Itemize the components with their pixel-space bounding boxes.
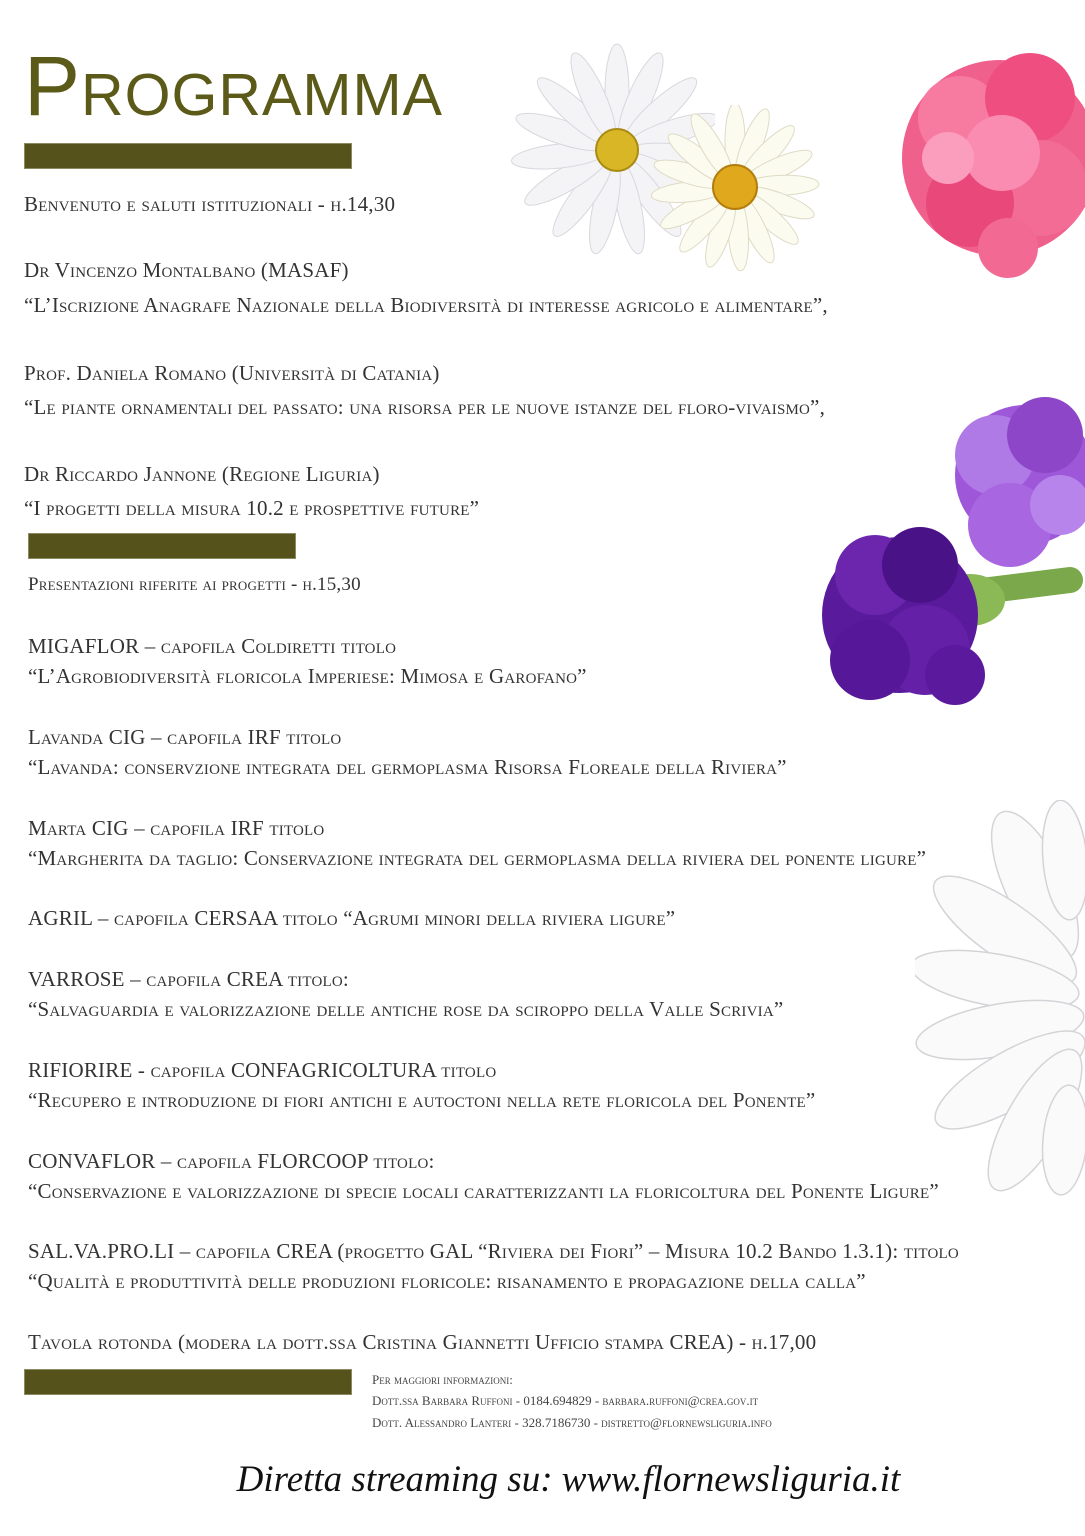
project-line: VARROSE – capofila CREA titolo: xyxy=(28,967,349,991)
info-heading: Per maggiori informazioni: xyxy=(372,1372,513,1387)
carnation-purple-icon xyxy=(820,375,1085,745)
project-line: RIFIORIRE - capofila CONFAGRICOLTURA titolo xyxy=(28,1058,497,1082)
welcome-line: Benvenuto e saluti istituzionali - h.14,30 xyxy=(24,192,396,216)
page-title: Programma xyxy=(24,39,444,133)
project-line: CONVAFLOR – capofila FLORCOOP titolo: xyxy=(28,1149,435,1173)
project-line: MIGAFLOR – capofila Coldiretti titolo xyxy=(28,634,397,658)
project-line: AGRIL – capofila CERSAA titolo “Agrumi minori della riviera ligure” xyxy=(28,906,676,930)
divider-bar xyxy=(28,533,296,559)
project-title: “Margherita da taglio: Conservazione integrata del germoplasma della riviera del ponente ligure” xyxy=(28,846,927,870)
project-line: SAL.VA.PRO.LI – capofila CREA (progetto GAL “Riviera dei Fiori” – Misura 10.2 Bando 1.3.1): titolo xyxy=(28,1239,959,1263)
speaker-name: Prof. Daniela Romano (Università di Catania) xyxy=(24,361,440,385)
contact-ruffoni: Dott.ssa Barbara Ruffoni - 0184.694829 - barbara.ruffoni@crea.gov.it xyxy=(372,1393,759,1408)
daisy-icon xyxy=(645,105,820,275)
session-heading: Presentazioni riferite ai progetti - h.15,30 xyxy=(28,574,361,595)
project-title: “Lavanda: conservzione integrata del germoplasma Risorsa Floreale della Riviera” xyxy=(28,755,787,779)
project-title: “Qualità e produttività delle produzioni floricole: risanamento e propagazione della calla” xyxy=(28,1269,866,1293)
carnation-pink-icon xyxy=(890,18,1085,296)
daisy-large-icon xyxy=(915,800,1085,1200)
project-title: “Recupero e introduzione di fiori antichi e autoctoni nella rete floricola del Ponente” xyxy=(28,1088,816,1112)
project-title: “Salvaguardia e valorizzazione delle antiche rose da sciroppo della Valle Scrivia” xyxy=(28,997,784,1021)
project-title: “L’Agrobiodiversità floricola Imperiese: Mimosa e Garofano” xyxy=(28,664,587,688)
project-line: Marta CIG – capofila IRF titolo xyxy=(28,816,325,840)
talk-title: “Le piante ornamentali del passato: una risorsa per le nuove istanze del floro-vivaismo”, xyxy=(24,395,826,419)
divider-bar xyxy=(24,143,352,169)
streaming-link[interactable]: Diretta streaming su: www.flornewsliguria.it xyxy=(236,1459,901,1500)
project-title: “Conservazione e valorizzazione di specie locali caratterizzanti la floricoltura del Ponente Ligure” xyxy=(28,1179,939,1203)
project-line: Lavanda CIG – capofila IRF titolo xyxy=(28,725,342,749)
divider-bar xyxy=(24,1369,352,1395)
talk-title: “L’Iscrizione Anagrafe Nazionale della Biodiversità di interesse agricolo e alimentare”, xyxy=(24,293,828,317)
roundtable-line: Tavola rotonda (modera la dott.ssa Cristina Giannetti Ufficio stampa CREA) - h.17,00 xyxy=(28,1330,817,1354)
contact-lanteri: Dott. Alessandro Lanteri - 328.7186730 - distretto@flornewsliguria.info xyxy=(372,1415,772,1430)
speaker-name: Dr Vincenzo Montalbano (MASAF) xyxy=(24,258,349,282)
talk-title: “I progetti della misura 10.2 e prospettive future” xyxy=(24,496,480,520)
speaker-name: Dr Riccardo Jannone (Regione Liguria) xyxy=(24,462,380,486)
